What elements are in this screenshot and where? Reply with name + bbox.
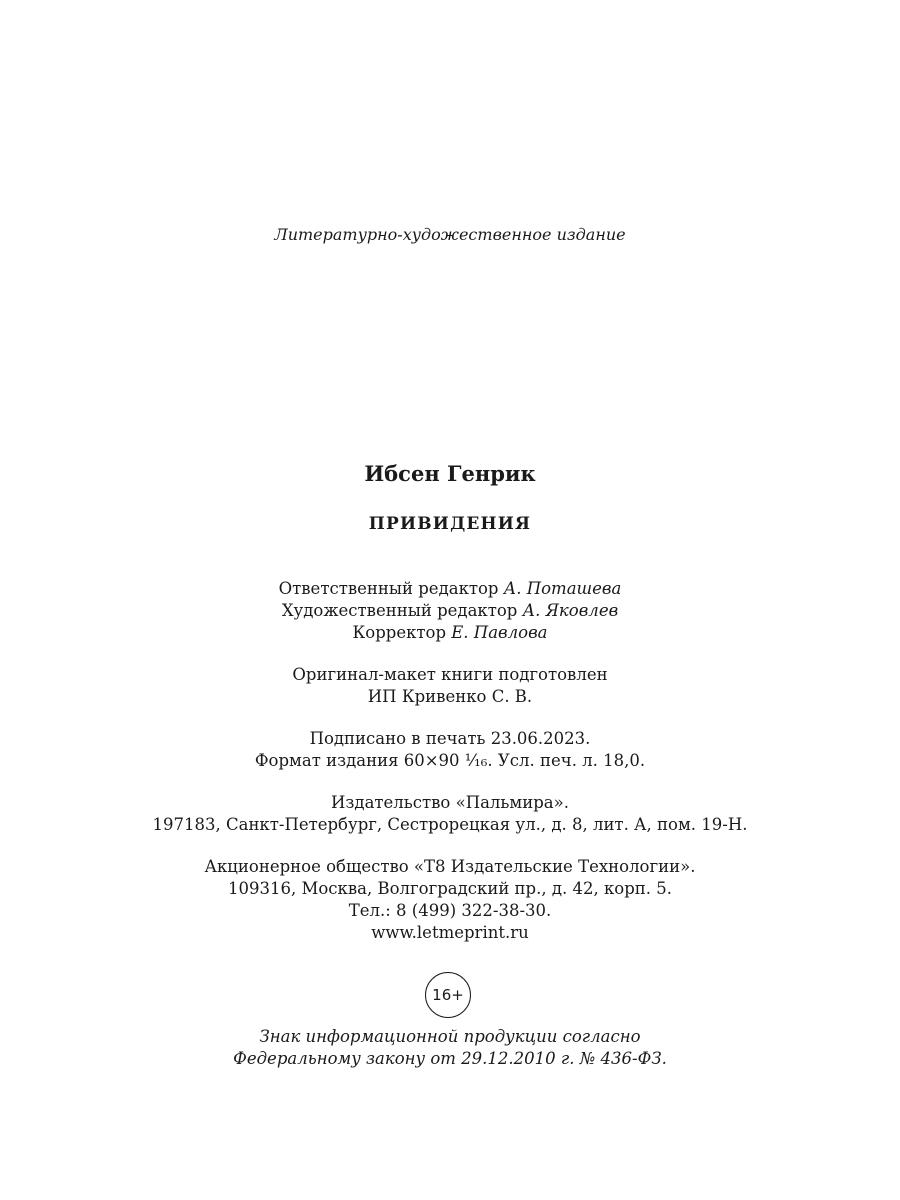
credit-person: А. Яковлев	[522, 601, 619, 620]
edition-type: Литературно-художественное издание	[274, 225, 626, 244]
book-title: ПРИВИДЕНИЯ	[368, 514, 532, 534]
layout-line: Оригинал-макет книги подготовлен	[292, 665, 608, 684]
layout-line: ИП Кривенко С. В.	[367, 687, 533, 706]
printer-website: www.letmeprint.ru	[371, 923, 529, 942]
credit-line-proofreader	[0, 622, 900, 644]
printer-line: 109316, Москва, Волгоградский пр., д. 42, корп. 5.	[227, 879, 673, 898]
print-info-line: Подписано в печать 23.06.2023.	[309, 729, 591, 748]
publisher-line: 197183, Санкт-Петербург, Сестрорецкая ул., д. 8, лит. А, пом. 19-Н.	[152, 815, 748, 834]
publisher-line: Издательство «Пальмира».	[331, 793, 569, 812]
printer-line: Тел.: 8 (499) 322-38-30.	[348, 901, 552, 920]
credit-line-art-editor	[0, 600, 900, 622]
credit-role: Корректор	[352, 623, 452, 642]
author-name: Ибсен Генрик	[364, 461, 536, 486]
credit-person: Е. Павлова	[451, 623, 548, 642]
printer-line: Акционерное общество «T8 Издательские Технологии».	[204, 857, 696, 876]
credit-line-editor	[0, 578, 900, 600]
credit-person: А. Поташева	[503, 579, 622, 598]
legal-notice-line: Знак информационной продукции согласно	[259, 1027, 641, 1046]
age-rating-badge: 16+	[425, 972, 471, 1018]
print-info-line: Формат издания 60×90 ¹⁄₁₆. Усл. печ. л. 18,0.	[254, 751, 646, 770]
credit-role: Ответственный редактор	[278, 579, 504, 598]
legal-notice-line: Федеральному закону от 29.12.2010 г. № 436-ФЗ.	[233, 1049, 667, 1068]
credit-role: Художественный редактор	[281, 601, 523, 620]
